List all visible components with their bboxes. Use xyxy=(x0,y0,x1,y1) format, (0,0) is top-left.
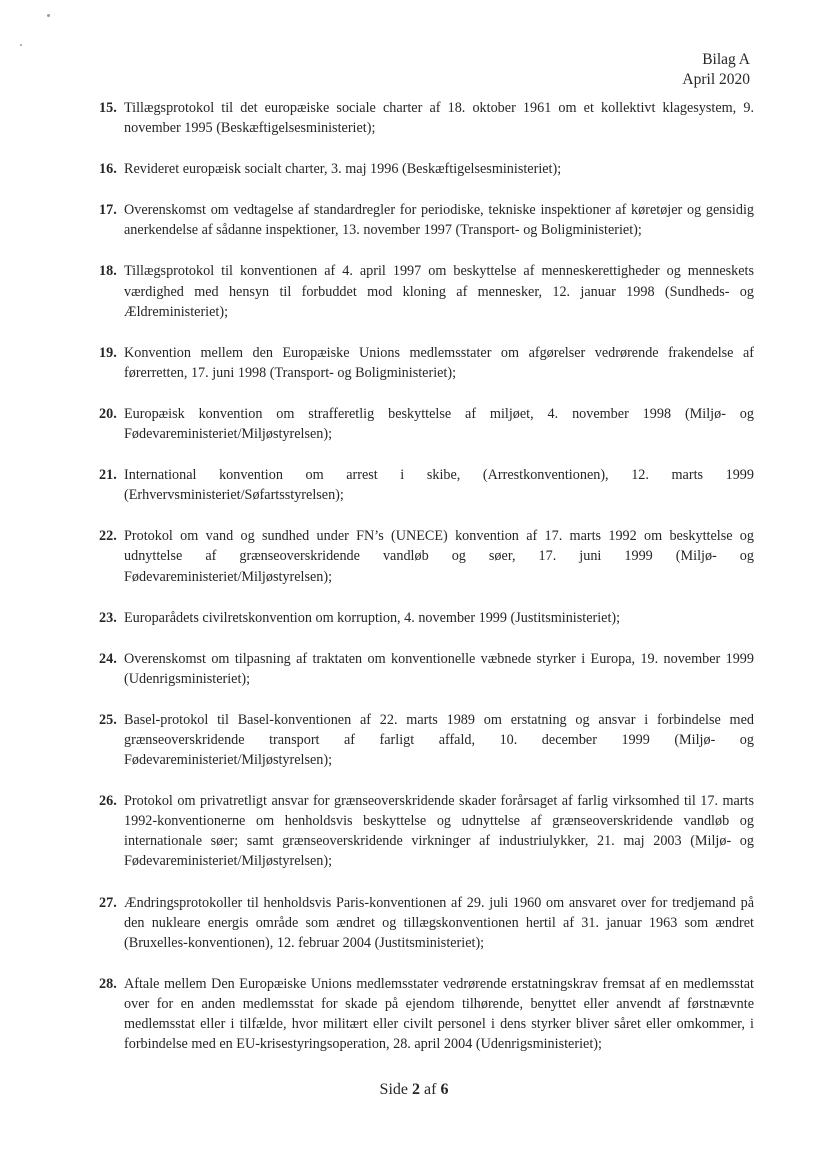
item-number: 19. xyxy=(99,344,117,361)
item-text: Aftale mellem Den Europæiske Unions medlemsstater vedrørende erstatningskrav fremsat af en medlemsstat over for en anden medlemsstat for skade på ejendom tilhørende, benyttet eller anvendt af førstnævnte medlemsstat eller i tilfælde, hvor militært eller civilt personel i dens styrker bliver såret eller omkommer, i forbindelse med en EU-krisestyringsoperation, 28. april 2004 (Udenrigsministeriet); xyxy=(124,975,754,1053)
list-item xyxy=(99,526,754,586)
item-text: Europarådets civilretskonvention om korruption, 4. november 1999 (Justitsministeriet); xyxy=(124,609,621,626)
scan-speck xyxy=(20,44,22,46)
page-header xyxy=(682,50,750,90)
header-annex-label: Bilag A xyxy=(702,51,750,68)
header-date: April 2020 xyxy=(682,71,750,88)
item-number: 15. xyxy=(99,100,117,116)
list-item xyxy=(99,404,754,444)
footer-prefix: Side xyxy=(379,1081,408,1098)
item-text: Tillægsprotokol til konventionen af 4. april 1997 om beskyttelse af menneskerettigheder og menneskets værdighed med hensyn til forbuddet mod kloning af mennesker, 12. januar 1998 (Sundheds- og Ældreministeriet); xyxy=(124,263,754,320)
item-text: Basel-protokol til Basel-konventionen af 22. marts 1989 om erstatning og ansvar i forbindelse med grænseoverskridende transport af farligt affald, 10. december 1999 (Miljø- og Fødevareministeriet/Miljøstyrelsen); xyxy=(124,711,754,769)
treaty-list xyxy=(99,98,754,1075)
item-text: Protokol om privatretligt ansvar for grænseoverskridende skader forårsaget af farlig virksomhed til 17. marts 1992-konventionerne om henholdsvis beskyttelse og udnyttelse af grænseoverskridende vandløb og internationale søer; samt grænseoverskridende virkninger af industriulykker, 21. maj 2003 (Miljø- og Fødevareministeriet/Miljøstyrelsen); xyxy=(124,793,754,870)
item-text: Overenskomst om vedtagelse af standardregler for periodiske, tekniske inspektioner af køretøjer og gensidig anerkendelse af sådanne inspektioner, 13. november 1997 (Transport- og Boligministeriet); xyxy=(124,202,754,239)
list-item xyxy=(99,159,754,179)
item-number: 18. xyxy=(99,263,117,280)
item-text: Revideret europæisk socialt charter, 3. maj 1996 (Beskæftigelsesministeriet); xyxy=(124,161,562,178)
footer-separator: af xyxy=(424,1081,437,1098)
list-item xyxy=(99,608,754,628)
item-text: Konvention mellem den Europæiske Unions medlemsstater om afgørelser vedrørende frakendelse af førerretten, 17. juni 1998 (Transport- og Boligministeriet); xyxy=(124,344,754,381)
list-item xyxy=(99,200,754,240)
item-number: 27. xyxy=(99,894,117,911)
item-number: 26. xyxy=(99,793,117,810)
list-item xyxy=(99,791,754,871)
list-item xyxy=(99,261,754,321)
list-item xyxy=(99,974,754,1054)
footer-page-number: 2 xyxy=(412,1081,420,1098)
list-item xyxy=(99,98,754,138)
footer-total-pages: 6 xyxy=(440,1081,449,1098)
item-text: Ændringsprotokoller til henholdsvis Paris-konventionen af 29. juli 1960 om ansvaret over for tredjemand på den nukleare energis område som ændret og tillægskonventionen hertil af 31. januar 1963 som ændret (Bruxelles-konventionen), 12. februar 2004 (Justitsministeriet); xyxy=(124,894,754,951)
list-item xyxy=(99,893,754,953)
item-number: 22. xyxy=(99,528,117,545)
page-footer xyxy=(0,1081,828,1099)
item-text: Tillægsprotokol til det europæiske sociale charter af 18. oktober 1961 om et kollektivt klagesystem, 9. november 1995 (Beskæftigelsesministeriet); xyxy=(124,100,754,137)
item-number: 20. xyxy=(99,405,117,422)
list-item xyxy=(99,343,754,383)
item-number: 23. xyxy=(99,609,117,626)
item-number: 24. xyxy=(99,650,117,667)
scan-speck xyxy=(47,14,50,17)
item-number: 28. xyxy=(99,975,117,992)
item-number: 17. xyxy=(99,202,117,219)
list-item xyxy=(99,649,754,689)
item-text: Protokol om vand og sundhed under FN’s (UNECE) konvention af 17. marts 1992 om beskyttelse og udnyttelse af grænseoverskridende vandløb og søer, 17. juni 1999 (Miljø- og Fødevareministeriet/Miljøstyrelsen); xyxy=(124,528,754,585)
item-text: Overenskomst om tilpasning af traktaten om konventionelle væbnede styrker i Europa, 19. november 1999 (Udenrigsministeriet); xyxy=(124,650,754,687)
item-text: International konvention om arrest i skibe, (Arrestkonventionen), 12. marts 1999 (Erhvervsministeriet/Søfartsstyrelsen); xyxy=(124,467,754,504)
list-item xyxy=(99,465,754,505)
list-item xyxy=(99,710,754,770)
item-number: 21. xyxy=(99,467,117,484)
item-number: 25. xyxy=(99,711,117,728)
item-number: 16. xyxy=(99,161,117,178)
item-text: Europæisk konvention om strafferetlig beskyttelse af miljøet, 4. november 1998 (Miljø- og Fødevareministeriet/Miljøstyrelsen); xyxy=(124,405,754,443)
